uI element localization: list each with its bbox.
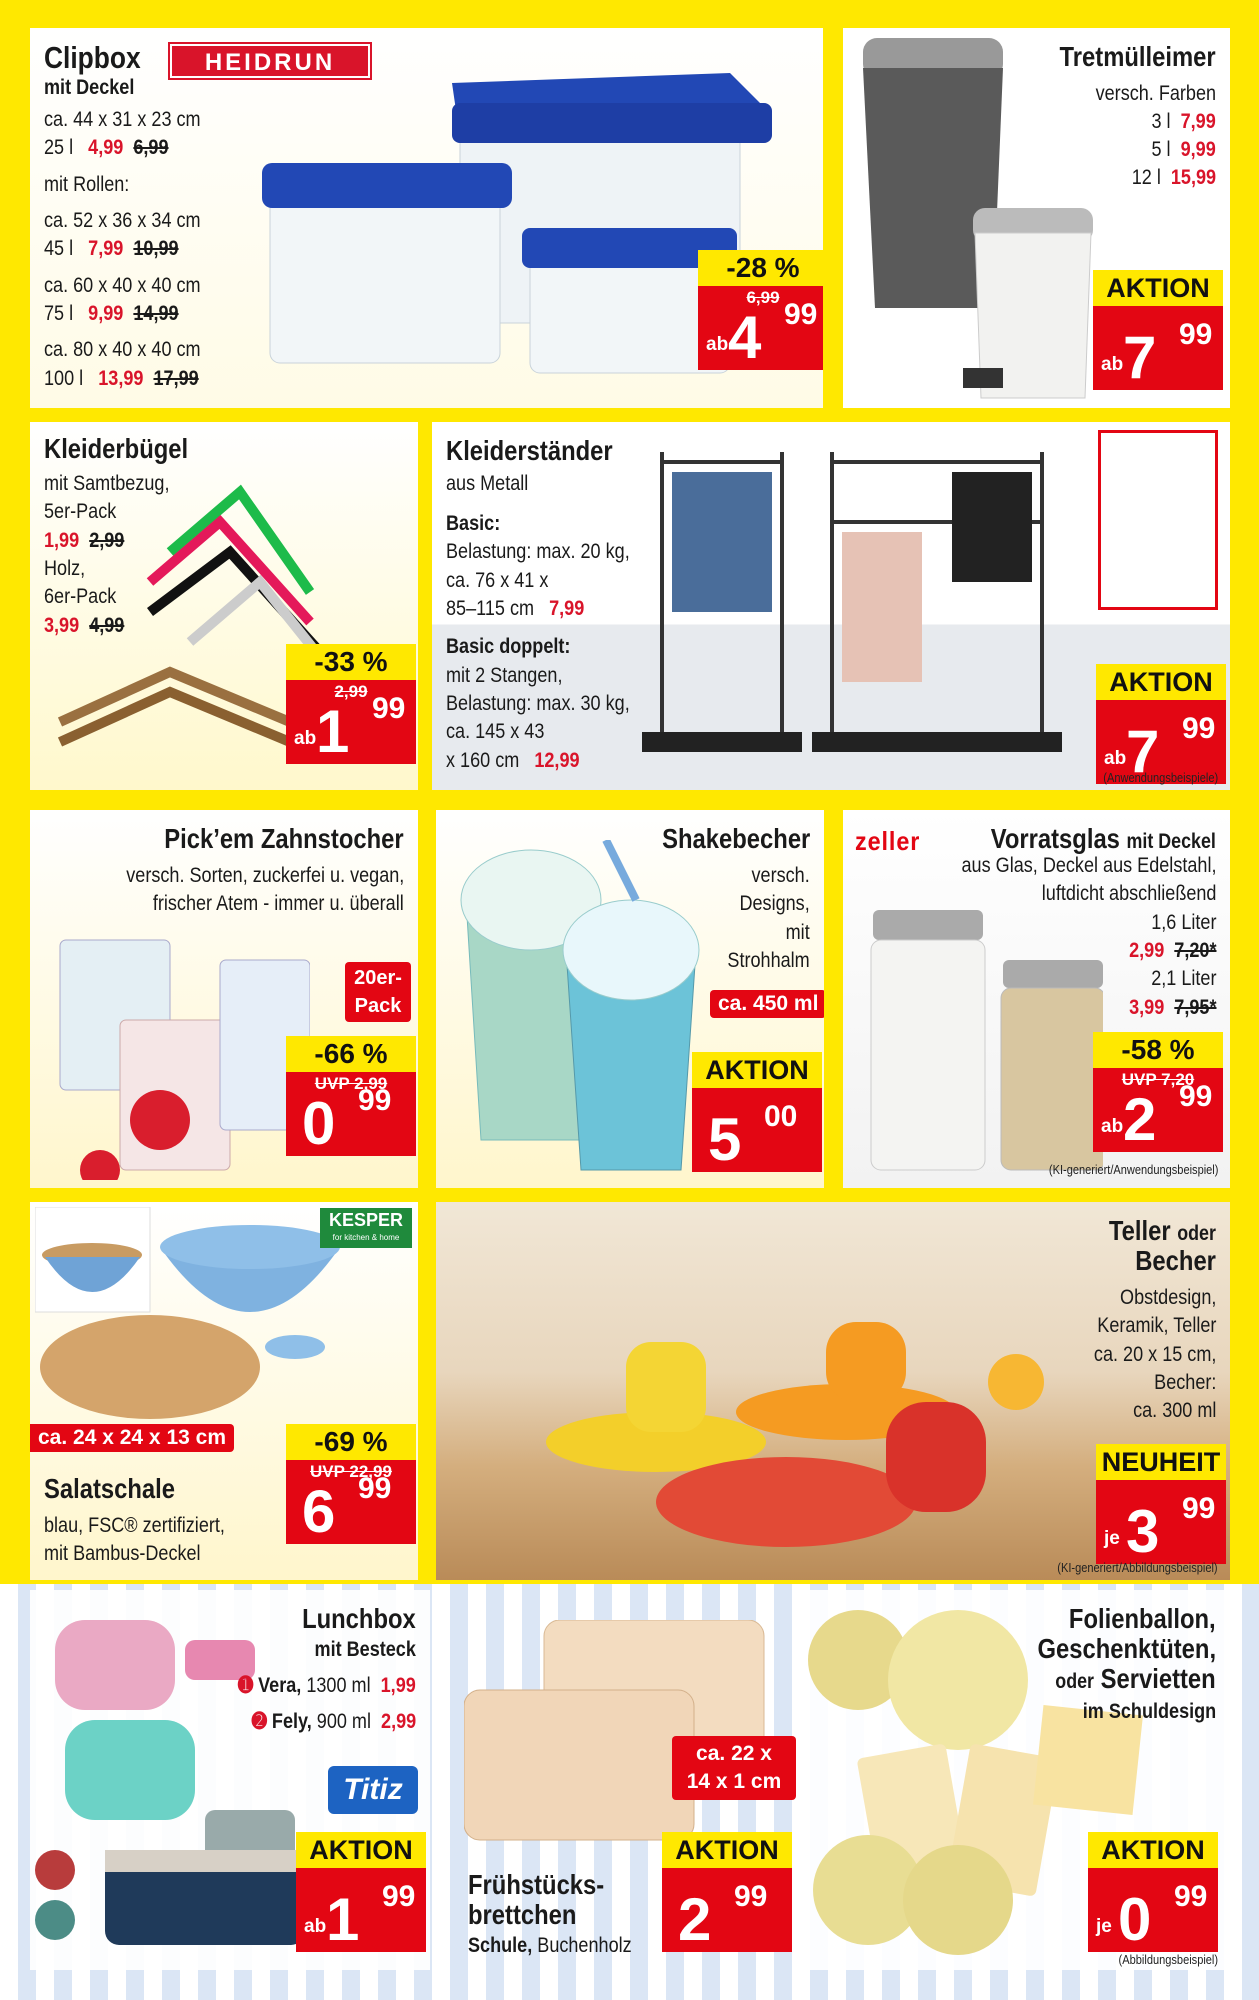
- vorrat-old-2: 7,95*: [1173, 995, 1216, 1019]
- staender-tag-decimals: 99: [1182, 712, 1216, 745]
- teller-price-tag: [1096, 1444, 1226, 1564]
- folie-tag-prefix: je: [1096, 1916, 1112, 1937]
- zahn-tag-decimals: 99: [358, 1084, 392, 1117]
- shake-price-tag: [692, 1052, 822, 1172]
- teller-title-row-1: [1109, 1216, 1216, 1245]
- tret-vol-1: 3 l: [1151, 110, 1171, 133]
- clipbox-vol-2: 45 l: [44, 237, 74, 261]
- teller-oder: oder: [1177, 1222, 1216, 1245]
- vorrat-price-2: 3,99: [1128, 995, 1164, 1019]
- shake-image: [446, 840, 706, 1185]
- zahn-tag-main: 0: [302, 1090, 334, 1157]
- vorrat-discount: -58 %: [1093, 1032, 1223, 1068]
- tret-row-2: [1152, 136, 1216, 164]
- clipbox-subtitle: mit Deckel: [44, 76, 135, 99]
- brett-tag-main: 2: [678, 1886, 710, 1953]
- vorrat-price-row-1: [961, 937, 1216, 965]
- zahn-pack-line-2: Pack: [354, 995, 402, 1017]
- lunch-tag-decimals: 99: [382, 1880, 416, 1913]
- rack-image: [632, 432, 1092, 782]
- lunch-tag-main: 1: [326, 1886, 358, 1953]
- clipbox-card: [30, 28, 823, 408]
- buegel-old-1: 2,99: [89, 528, 125, 552]
- staender-tag-prefix: ab: [1104, 748, 1127, 769]
- shake-aktion: AKTION: [692, 1052, 822, 1088]
- staender-basic-line-2: ca. 76 x 41 x: [446, 568, 549, 592]
- salat-size-badge: ca. 24 x 24 x 13 cm: [30, 1424, 234, 1452]
- zahn-line-2: frischer Atem - immer u. überall: [153, 892, 404, 915]
- teller-line-3: ca. 20 x 15 cm,: [1093, 1342, 1216, 1366]
- tret-price-3: 15,99: [1170, 166, 1216, 189]
- kesper-sub: for kitchen & home: [332, 1233, 400, 1242]
- zeller-logo: zeller: [855, 826, 921, 856]
- teller-tag-decimals: 99: [1182, 1492, 1216, 1525]
- buegel-line-2: 5er-Pack: [44, 500, 117, 524]
- clipbox-price-4: 13,99: [98, 366, 144, 390]
- lunch-row-2: [252, 1708, 416, 1736]
- buegel-tag-old: 2,99: [334, 682, 368, 701]
- clipbox-price-tag: [698, 250, 823, 370]
- lunch-name-1: Vera,: [258, 1674, 302, 1697]
- vorrat-title-row: [991, 824, 1216, 853]
- staender-basic: [446, 510, 630, 775]
- folie-price-tag: [1088, 1832, 1218, 1952]
- buegel-old-2: 4,99: [89, 613, 125, 637]
- kesper-name: KESPER: [328, 1210, 404, 1230]
- brett-title-2: brettchen: [468, 1899, 577, 1930]
- teller-line-5: ca. 300 ml: [1132, 1399, 1216, 1423]
- folie-aktion: AKTION: [1088, 1832, 1218, 1868]
- vorrat-tag-old: UVP 7,20: [1121, 1070, 1195, 1089]
- salat-tag-main: 6: [302, 1478, 334, 1545]
- teller-tag-prefix: je: [1104, 1528, 1120, 1549]
- zahn-line-1: versch. Sorten, zuckerfei u. vegan,: [125, 864, 404, 887]
- brett-card: [444, 1590, 804, 1970]
- folie-tag-decimals: 99: [1174, 1880, 1208, 1913]
- folie-title-3: Servietten: [1100, 1663, 1216, 1694]
- salat-title: Salatschale: [44, 1473, 175, 1504]
- staender-double-line-2: Belastung: max. 30 kg,: [446, 692, 630, 716]
- tret-price-2: 9,99: [1180, 138, 1216, 161]
- board-image: [464, 1620, 774, 1850]
- teller-tag-main: 3: [1126, 1498, 1158, 1565]
- tret-tag-decimals: 99: [1179, 318, 1213, 351]
- tret-row-1: [1152, 108, 1216, 136]
- number-1-icon: ➊: [238, 1674, 254, 1697]
- vorrat-size-1: 1,6 Liter: [1150, 910, 1216, 934]
- clipbox-price-row-1: [44, 134, 201, 162]
- vorrat-price-tag: [1093, 1032, 1223, 1152]
- vorrat-line-2: luftdicht abschließend: [1041, 882, 1216, 906]
- clipbox-price-1: 4,99: [88, 136, 124, 160]
- tret-vol-3: 12 l: [1131, 166, 1161, 189]
- clipbox-dim-3: ca. 60 x 40 x 40 cm: [44, 273, 201, 297]
- clipbox-price-row-3: [44, 300, 201, 328]
- lunch-tag-prefix: ab: [304, 1916, 327, 1937]
- tret-row-3: [1132, 164, 1216, 192]
- vorrat-title-suffix: mit Deckel: [1126, 830, 1216, 853]
- buegel-tag-main: 1: [316, 698, 348, 765]
- staender-note: (Anwendungsbeispiele): [1103, 770, 1218, 785]
- clipbox-vol-1: 25 l: [44, 136, 74, 160]
- brett-sub-1: Schule,: [468, 1934, 533, 1957]
- shake-line-1: versch.: [751, 864, 810, 887]
- buegel-price-tag: [286, 644, 416, 764]
- tret-price-tag: [1093, 270, 1223, 390]
- clipbox-old-1: 6,99: [133, 136, 169, 160]
- tret-price-1: 7,99: [1180, 110, 1216, 133]
- clipbox-price-row-2: [44, 235, 201, 263]
- buegel-discount: -33 %: [286, 644, 416, 680]
- clipbox-title: Clipbox: [44, 40, 141, 75]
- buegel-title: Kleiderbügel: [44, 433, 189, 464]
- salat-tag-old: UVP 22,99: [310, 1462, 392, 1481]
- lunch-title: Lunchbox: [302, 1603, 416, 1634]
- kesper-logo: [320, 1208, 412, 1248]
- clipbox-tag-prefix: ab: [706, 334, 729, 355]
- vorrat-note: (KI-generiert/Anwendungsbeispiel): [1048, 1162, 1218, 1177]
- staender-double-line-3: ca. 145 x 43: [446, 720, 545, 744]
- staender-double-line-1: mit 2 Stangen,: [446, 663, 563, 687]
- brett-tag-decimals: 99: [734, 1880, 768, 1913]
- folie-note: (Abbildungsbeispiel): [1118, 1952, 1218, 1967]
- toothpick-image: [40, 920, 310, 1180]
- zahn-tag-old: UVP 2,99: [314, 1074, 388, 1093]
- rack-thumb: [1098, 430, 1218, 610]
- salat-card: [30, 1202, 418, 1580]
- teller-line-4: Becher:: [1153, 1371, 1216, 1395]
- lunch-size-2: 900 ml: [316, 1710, 371, 1733]
- vorrat-tag-decimals: 99: [1179, 1080, 1213, 1113]
- tret-card: [843, 28, 1230, 408]
- staender-basic-line-1: Belastung: max. 20 kg,: [446, 540, 630, 564]
- salat-discount: -69 %: [286, 1424, 416, 1460]
- buegel-line-3: Holz,: [44, 557, 86, 581]
- staender-title: Kleiderständer: [446, 435, 613, 466]
- tret-tag-prefix: ab: [1101, 354, 1124, 375]
- clipbox-old-4: 17,99: [153, 366, 199, 390]
- vorrat-size-2: 2,1 Liter: [1150, 967, 1216, 991]
- clipbox-discount: -28 %: [698, 250, 823, 286]
- zahn-pack-badge: [345, 962, 411, 1022]
- staender-double-size: x 160 cm: [446, 748, 520, 772]
- folie-sub: im Schuldesign: [1082, 1700, 1216, 1723]
- clipbox-tag-old: 6,99: [746, 288, 780, 307]
- staender-double-head: Basic doppelt:: [446, 635, 571, 659]
- brett-sub-2: Buchenholz: [537, 1934, 632, 1957]
- staender-double-price: 12,99: [534, 748, 580, 772]
- zahn-pack-line-1: 20er-: [354, 967, 402, 989]
- ceramics-image: [536, 1262, 1096, 1572]
- buegel-tag-decimals: 99: [372, 692, 406, 725]
- teller-text: [1094, 1284, 1216, 1426]
- clipbox-price-2: 7,99: [88, 237, 124, 261]
- shake-tag-decimals: 00: [764, 1100, 798, 1133]
- lunch-aktion: AKTION: [296, 1832, 426, 1868]
- clipbox-tag-decimals: 99: [784, 298, 818, 331]
- staender-basic-head: Basic:: [446, 512, 501, 535]
- shake-line-2: Designs,: [739, 892, 810, 916]
- buegel-line-4: 6er-Pack: [44, 585, 117, 609]
- brett-size-line-1: ca. 22 x: [696, 1742, 772, 1765]
- clipbox-dim-1: ca. 44 x 31 x 23 cm: [44, 108, 201, 131]
- buegel-tag-prefix: ab: [294, 728, 317, 749]
- lunchbox-image: [35, 1600, 335, 1960]
- clipbox-vol-4: 100 l: [44, 366, 84, 390]
- buegel-line-1: mit Samtbezug,: [44, 472, 170, 495]
- folie-oder: oder: [1055, 1670, 1095, 1693]
- vorrat-text: [961, 852, 1216, 1022]
- clipbox-price-row-4: [44, 365, 201, 393]
- vorrat-price-row-2: [961, 994, 1216, 1022]
- salat-price-tag: [286, 1424, 416, 1544]
- lunch-size-1: 1300 ml: [306, 1674, 371, 1697]
- teller-neuheit: NEUHEIT: [1096, 1444, 1226, 1480]
- shake-text: [728, 862, 810, 975]
- shake-card: [436, 810, 824, 1188]
- lunch-row-1: [238, 1672, 416, 1700]
- clipbox-vol-3: 75 l: [44, 302, 74, 326]
- zahn-discount: -66 %: [286, 1036, 416, 1072]
- folie-card: [808, 1590, 1230, 1970]
- lunch-price-1: 1,99: [380, 1674, 416, 1697]
- teller-line-2: Keramik, Teller: [1096, 1314, 1216, 1338]
- brett-aktion: AKTION: [662, 1832, 792, 1868]
- shake-tag-main: 5: [708, 1106, 740, 1173]
- vorrat-card: [843, 810, 1230, 1188]
- staender-price-tag: [1096, 664, 1226, 784]
- clipbox-dim-4: ca. 80 x 40 x 40 cm: [44, 338, 201, 362]
- vorrat-old-1: 7,20*: [1173, 939, 1216, 963]
- shake-title: Shakebecher: [661, 823, 810, 854]
- vorrat-title: Vorratsglas: [990, 823, 1121, 854]
- number-2-icon: ➋: [251, 1710, 267, 1733]
- teller-title-2: Becher: [1135, 1245, 1216, 1276]
- tret-title: Tretmülleimer: [1059, 41, 1216, 72]
- teller-title: Teller: [1108, 1215, 1171, 1246]
- clipbox-rollen: mit Rollen:: [44, 172, 130, 196]
- clipbox-tag-main: 4: [728, 304, 760, 371]
- shake-size-badge: ca. 450 ml: [710, 990, 824, 1018]
- clipbox-dim-2: ca. 52 x 36 x 34 cm: [44, 209, 201, 233]
- vorrat-tag-main: 2: [1123, 1086, 1155, 1153]
- zahn-card: [30, 810, 418, 1188]
- shake-line-3: mit: [785, 920, 810, 944]
- staender-card: [432, 422, 1230, 790]
- bin-image: [853, 38, 1103, 408]
- tret-tag-main: 7: [1123, 324, 1155, 391]
- folie-tag-main: 0: [1118, 1886, 1150, 1953]
- brett-sub: [468, 1932, 632, 1960]
- clipbox-spec-list: [44, 106, 201, 393]
- clipbox-old-2: 10,99: [133, 237, 179, 261]
- tret-aktion: AKTION: [1093, 270, 1223, 306]
- staender-basic-price: 7,99: [549, 597, 585, 621]
- staender-basic-size: 85–115 cm: [446, 597, 535, 621]
- staender-aktion: AKTION: [1096, 664, 1226, 700]
- salat-line-1: blau, FSC® zertifiziert,: [44, 1514, 225, 1537]
- brett-title-1: Frühstücks-: [468, 1869, 605, 1900]
- lunch-card: [30, 1590, 430, 1970]
- vorrat-price-1: 2,99: [1128, 939, 1164, 963]
- lunch-sub: mit Besteck: [314, 1638, 416, 1661]
- salat-tag-decimals: 99: [358, 1472, 392, 1505]
- folie-title-2: Geschenktüten,: [1037, 1633, 1216, 1664]
- zahn-price-tag: [286, 1036, 416, 1156]
- vorrat-tag-prefix: ab: [1101, 1116, 1124, 1137]
- lunch-price-tag: [296, 1832, 426, 1952]
- staender-basic-line-3: [446, 595, 630, 623]
- tret-colors: versch. Farben: [1095, 82, 1216, 105]
- buegel-card: [30, 422, 418, 790]
- clipbox-old-3: 14,99: [133, 302, 179, 326]
- clipbox-price-3: 9,99: [88, 302, 124, 326]
- shake-line-4: Strohhalm: [727, 949, 810, 973]
- brett-price-tag: [662, 1832, 792, 1952]
- lunch-name-2: Fely,: [271, 1710, 312, 1733]
- heidrun-logo: HEIDRUN: [170, 44, 370, 78]
- brett-size-line-2: 14 x 1 cm: [686, 1770, 782, 1793]
- titiz-logo: Titiz: [328, 1766, 418, 1814]
- brett-size-badge: [672, 1736, 796, 1800]
- teller-line-1: Obstdesign,: [1119, 1286, 1216, 1309]
- salat-line-2: mit Bambus-Deckel: [44, 1542, 201, 1565]
- staender-sub: aus Metall: [446, 472, 529, 495]
- teller-note: (KI-generiert/Abbildungsbeispiel): [1057, 1560, 1218, 1575]
- staender-tag-main: 7: [1126, 718, 1158, 785]
- vorrat-line-1: aus Glas, Deckel aus Edelstahl,: [961, 854, 1216, 877]
- folie-title-1: Folienballon,: [1069, 1603, 1216, 1634]
- zahn-title: Pick’em Zahnstocher: [164, 823, 404, 854]
- staender-double-line-4: [446, 747, 630, 775]
- teller-card: [436, 1202, 1230, 1580]
- buegel-price-2: 3,99: [44, 613, 80, 637]
- folie-title-3-row: [1056, 1664, 1216, 1693]
- lunch-price-2: 2,99: [380, 1710, 416, 1733]
- buegel-price-1: 1,99: [44, 528, 80, 552]
- tret-vol-2: 5 l: [1151, 138, 1171, 161]
